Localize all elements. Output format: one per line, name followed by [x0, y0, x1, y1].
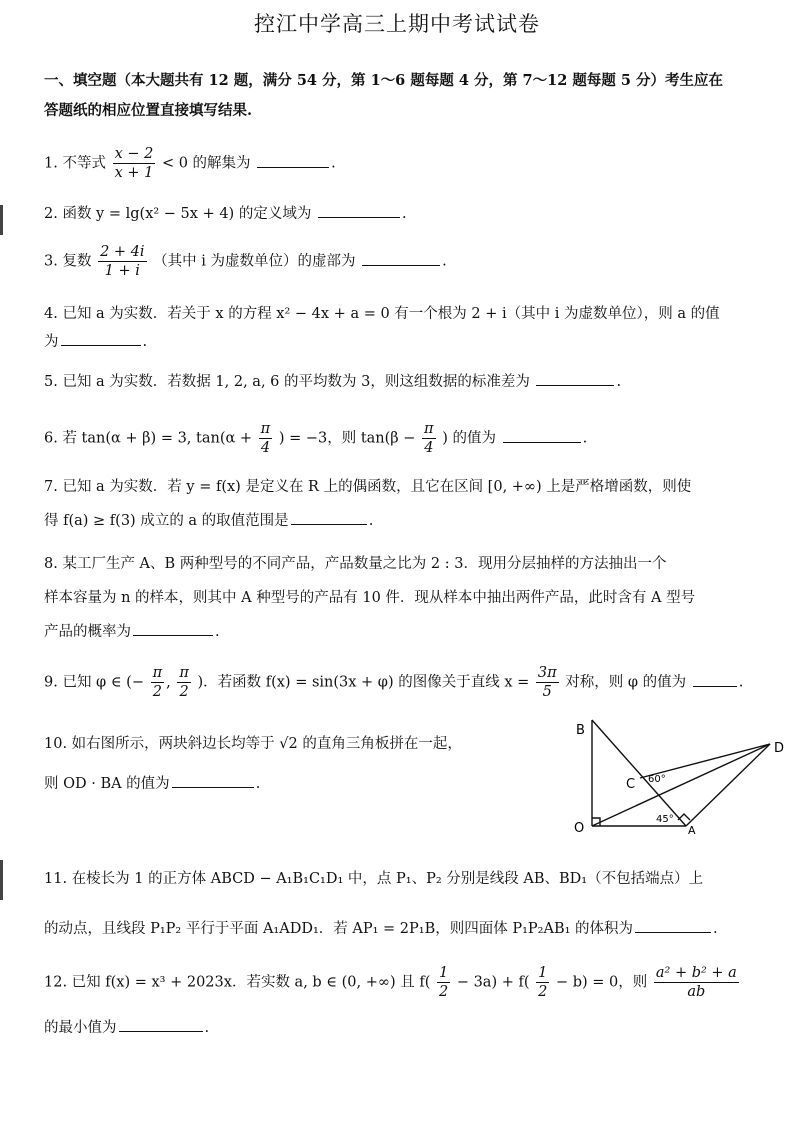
answer-blank[interactable] [693, 672, 737, 687]
answer-blank[interactable] [635, 918, 711, 933]
angle-45-label: 45° [656, 814, 674, 825]
question-5: 5. 已知 a 为实数．若数据 1, 2, a, 6 的平均数为 3，则这组数据的标准差为 . [44, 368, 784, 396]
angle-60-label: 60° [648, 774, 666, 785]
label-D: D [774, 741, 785, 756]
fraction: $\frac{\pi}{4}$ [260, 421, 271, 456]
question-3: 3. 复数 $\frac{2 + 4i}{1 + i}$ （其中 i 为虚数单位）的虚部为 . [44, 244, 447, 279]
fraction: $\frac{\pi}{2}$ [152, 665, 163, 700]
fraction: $\frac{\pi}{4}$ [424, 421, 434, 456]
question-6: 6. 若 tan(α + β) = 3, tan(α + $\frac{\pi}{4}$ ) = −3，则 tan(β − $\frac{\pi}{4}$ ) 的值为 . [44, 421, 588, 456]
fraction: $\frac{x - 2}{x + 1}$ [114, 146, 154, 181]
label-B: B [576, 723, 585, 738]
question-8: 8. 某工厂生产 A、B 两种型号的不同产品，产品数量之比为 2 : 3．现用分层抽样的方法抽出一个 样本容量为 n 的样本，则其中 A 种型号的产品有 10 件．现从样本中抽出两件产品，此时含有 A 型号 产品的概率为 . [44, 556, 696, 640]
label-O: O [574, 821, 585, 836]
section-header: 一、填空题（本大题共有 12 题，满分 54 分，第 1～6 题每题 4 分，第 7～12 题每题 5 分）考生应在 答题纸的相应位置直接填写结果. [44, 72, 724, 119]
fraction: $\frac{1}{2}$ [438, 965, 449, 1000]
answer-blank[interactable] [257, 153, 329, 168]
question-12-line2: 的最小值为 . [44, 1014, 784, 1042]
answer-blank[interactable] [133, 621, 213, 636]
fraction: $\frac{3\pi}{5}$ [537, 665, 557, 700]
label-A: A [688, 824, 696, 837]
triangle-figure [570, 708, 790, 838]
answer-blank[interactable] [119, 1017, 203, 1032]
answer-blank[interactable] [172, 773, 254, 788]
fraction: $\frac{1}{2}$ [538, 965, 548, 1000]
scan-edge-mark [0, 860, 3, 900]
page-title: 控江中学高三上期中考试试卷 [254, 12, 540, 36]
question-9: 9. 已知 φ ∈ (− $\frac{\pi}{2}$ , $\frac{\pi}{2}$ )．若函数 f(x) = sin(3x + φ) 的图像关于直线 x = $\frac{3\pi}{5}$ 对称，则 φ 的值为 . [44, 665, 744, 700]
question-7: 7. 已知 a 为实数．若 y = f(x) 是定义在 R 上的偶函数，且它在区间 [0, +∞) 上是严格增函数，则使 得 f(a) ≥ f(3) 成立的 a 的取值范围是 . [44, 479, 692, 529]
answer-blank[interactable] [318, 203, 400, 218]
answer-blank[interactable] [536, 371, 614, 386]
label-C: C [626, 777, 636, 792]
answer-blank[interactable] [503, 428, 581, 443]
question-10: 10. 如右图所示，两块斜边长均等于 √2 的直角三角板拼在一起， 则 OD · BA 的值为 . [44, 736, 462, 792]
fraction: $\frac{\pi}{2}$ [179, 665, 189, 700]
answer-blank[interactable] [291, 510, 367, 525]
question-1: 1. 不等式 $\frac{x - 2}{x + 1}$ < 0 的解集为 . [44, 146, 336, 181]
scan-edge-mark [0, 205, 3, 235]
fraction: $\frac{\text{a² + b² + a}}{ab}$ [655, 965, 737, 1000]
question-11: 11. 在棱长为 1 的正方体 ABCD − A₁B₁C₁D₁ 中，点 P₁、P₂ 分别是线段 AB、BD₁（不包括端点）上 的动点，且线段 P₁P₂ 平行于平面 A₁ADD₁．若 AP₁ = 2P₁B，则四面体 P₁P₂AB₁ 的体积为 . [44, 871, 718, 937]
answer-blank[interactable] [61, 331, 141, 346]
question-12: 12. 已知 f(x) = x³ + 2023x．若实数 a, b ∈ (0, +∞) 且 f( $\frac{1}{2}$ − 3a) + f( $\frac{1}{2}$ − b) = 0，则 $\frac{\text{a² + b² + a}}{ab}$ [44, 965, 737, 1000]
question-4: 4. 已知 a 为实数．若关于 x 的方程 x² − 4x + a = 0 有一个根为 2 + i（其中 i 为虚数单位），则 a 的值 为 . [44, 306, 720, 350]
question-2: 2. 函数 y = lg(x² − 5x + 4) 的定义域为 . [44, 200, 784, 228]
answer-blank[interactable] [362, 251, 440, 266]
fraction: $\frac{2 + 4i}{1 + i}$ [100, 244, 145, 279]
